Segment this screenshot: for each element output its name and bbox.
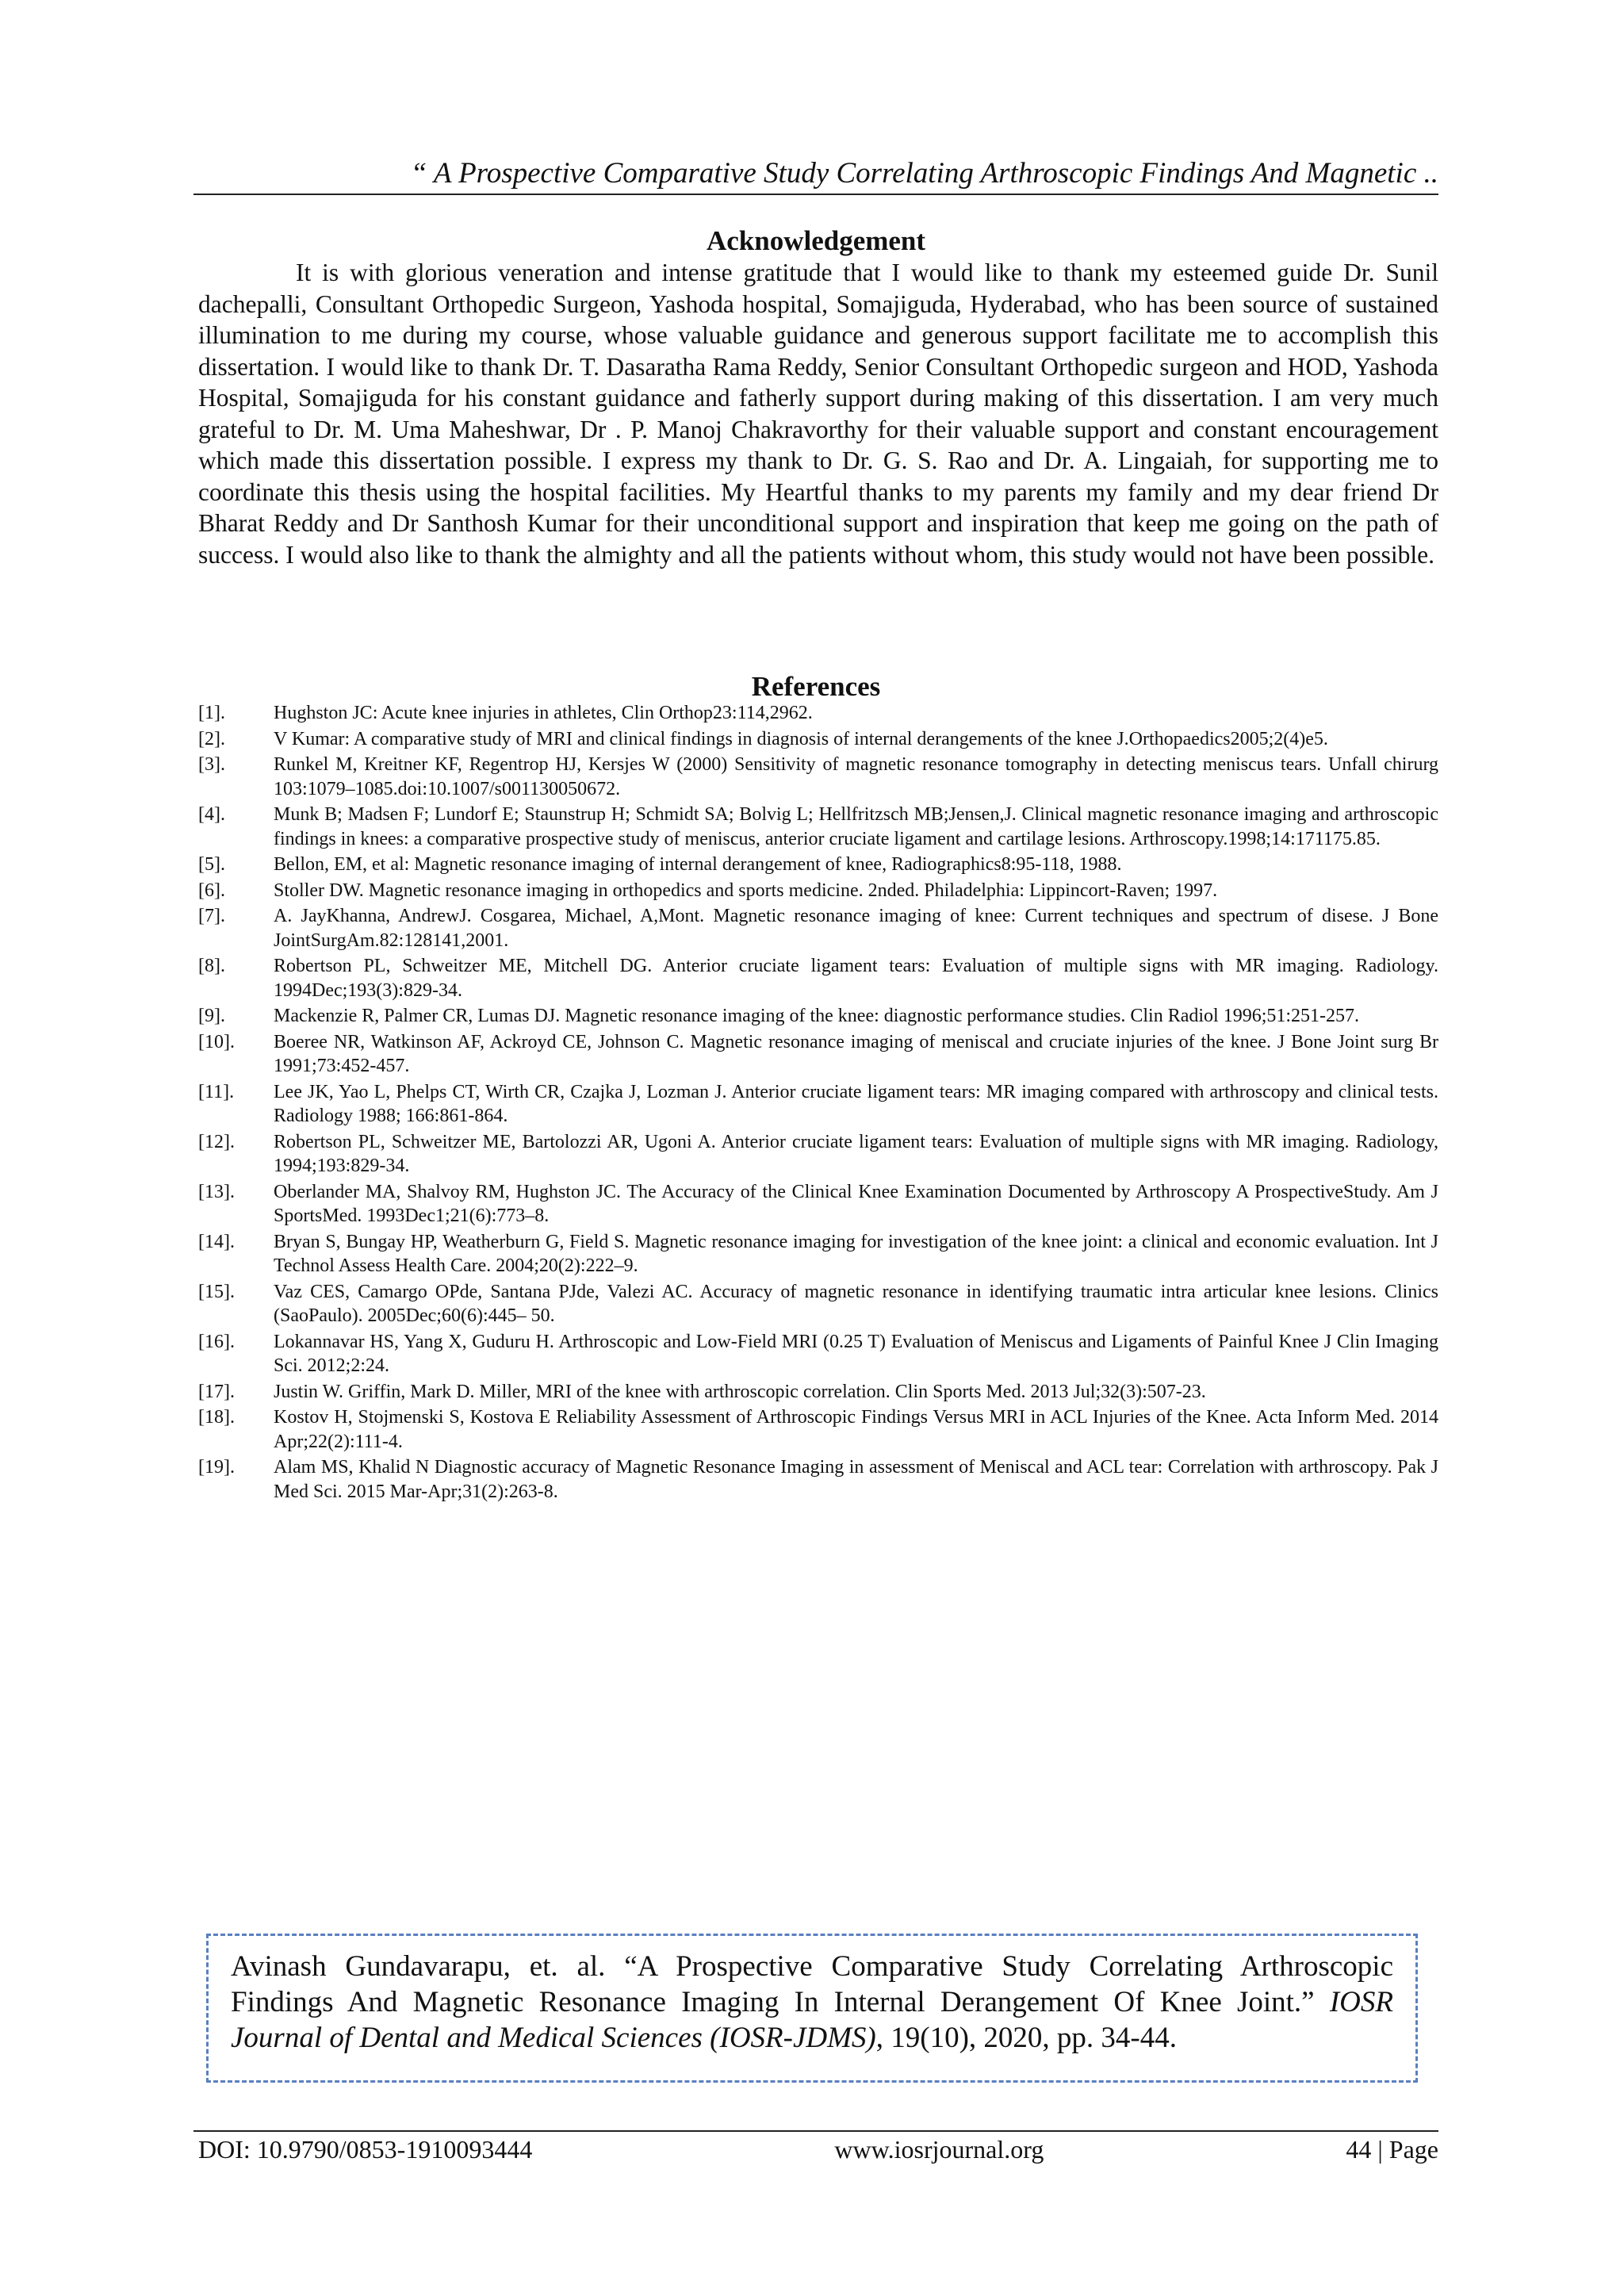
reference-number: [1]. (198, 703, 225, 723)
reference-text: Bellon, EM, et al: Magnetic resonance imaging of internal derangement of knee, Radiographics8:95-118, 1988. (274, 854, 1122, 875)
reference-item (198, 1380, 1438, 1405)
reference-text: Robertson PL, Schweitzer ME, Bartolozzi AR, Ugoni A. Anterior cruciate ligament tears: Evaluation of multiple signs with MR imaging. Radiology, 1994;193:829-34. (274, 1131, 1438, 1176)
reference-number: [4]. (198, 804, 225, 825)
reference-item (198, 1455, 1438, 1504)
reference-text: Robertson PL, Schweitzer ME, Mitchell DG. Anterior cruciate ligament tears: Evaluation of multiple signs with MR imaging. Radiology. 1994Dec;193(3):829-34. (274, 956, 1438, 1001)
reference-item (198, 1405, 1438, 1454)
reference-item (198, 1330, 1438, 1378)
reference-text: Vaz CES, Camargo OPde, Santana PJde, Valezi AC. Accuracy of magnetic resonance in identifying traumatic intra articular knee lesions. Clinics (SaoPaulo). 2005Dec;60(6):445– 50. (274, 1281, 1438, 1326)
reference-item (198, 1180, 1438, 1228)
reference-text: A. JayKhanna, AndrewJ. Cosgarea, Michael, A,Mont. Magnetic resonance imaging of knee: Current techniques and spectrum of disese. J Bone JointSurgAm.82:128141,2001. (274, 906, 1438, 951)
reference-item (198, 701, 1438, 726)
reference-item (198, 753, 1438, 801)
citation-tail: , 19(10), 2020, pp. 34-44. (875, 2022, 1177, 2054)
reference-item (198, 1130, 1438, 1179)
reference-item (198, 1030, 1438, 1079)
reference-number: [18]. (198, 1407, 235, 1428)
reference-text: Munk B; Madsen F; Lundorf E; Staunstrup H; Schmidt SA; Bolvig L; Hellfritzsch MB;Jensen,J. Clinical magnetic resonance imaging and arthroscopic findings in knees: a comparative prospective study of meniscus, anterior cruciate ligament and cartilage lesions. Arthroscopy.1998;14:171175.85. (274, 804, 1438, 849)
running-head: “ A Prospective Comparative Study Correlating Arthroscopic Findings And Magnetic .. (410, 157, 1438, 190)
reference-text: Oberlander MA, Shalvoy RM, Hughston JC. The Accuracy of the Clinical Knee Examination Documented by Arthroscopy A ProspectiveStudy. Am J SportsMed. 1993Dec1;21(6):773–8. (274, 1181, 1438, 1226)
reference-item (198, 1004, 1438, 1029)
reference-list (198, 701, 1438, 1505)
reference-number: [17]. (198, 1381, 235, 1402)
references-title: References (751, 671, 881, 702)
reference-item (198, 879, 1438, 903)
reference-number: [5]. (198, 854, 225, 875)
citation-lead: Avinash Gundavarapu, et. al. “A Prospective Comparative Study Correlating Arthroscopic Findings And Magnetic Resonance Imaging In Internal Derangement Of Knee Joint.” (231, 1950, 1393, 2018)
reference-text: Stoller DW. Magnetic resonance imaging in orthopedics and sports medicine. 2nded. Philadelphia: Lippincort-Raven; 1997. (274, 880, 1218, 901)
reference-text: Kostov H, Stojmenski S, Kostova E Reliability Assessment of Arthroscopic Findings Versus MRI in ACL Injuries of the Knee. Acta Inform Med. 2014 Apr;22(2):111-4. (274, 1407, 1438, 1452)
acknowledgement-body: It is with glorious veneration and intense gratitude that I would like to thank my esteemed guide Dr. Sunil dachepalli, Consultant Orthopedic Surgeon, Yashoda hospital, Somajiguda, Hyderabad, who has been source of sustained illumination to me during my course, whose valuable guidance and generous support facilitate me to accomplish this dissertation. I would like to thank Dr. T. Dasaratha Rama Reddy, Senior Consultant Orthopedic surgeon and HOD, Yashoda Hospital, Somajiguda for his constant guidance and fatherly support during making of this dissertation. I am very much grateful to Dr. M. Uma Maheshwar, Dr . P. Manoj Chakravorthy for their valuable support and constant encouragement which made this dissertation possible. I express my thank to Dr. G. S. Rao and Dr. A. Lingaiah, for supporting me to coordinate this thesis using the hospital facilities. My Heartful thanks to my parents my family and my dear friend Dr Bharat Reddy and Dr Santhosh Kumar for their unconditional support and inspiration that keep me going on the path of success. I would also like to thank the almighty and all the patients without whom, this study would not have been possible. (198, 259, 1438, 569)
reference-number: [7]. (198, 906, 225, 926)
reference-number: [2]. (198, 728, 225, 749)
citation-box (206, 1934, 1418, 2083)
header-rule (193, 194, 1438, 195)
reference-item (198, 954, 1438, 1002)
reference-number: [9]. (198, 1006, 225, 1026)
footer-rule (193, 2130, 1438, 2132)
footer-website: www.iosrjournal.org (834, 2135, 1044, 2164)
footer-page-number: 44 | Page (1346, 2135, 1438, 2164)
reference-number: [15]. (198, 1281, 235, 1302)
reference-item (198, 1080, 1438, 1129)
reference-number: [8]. (198, 956, 225, 976)
reference-text: Lee JK, Yao L, Phelps CT, Wirth CR, Czajka J, Lozman J. Anterior cruciate ligament tears: MR imaging compared with arthroscopy and clinical tests. Radiology 1988; 166:861-864. (274, 1081, 1438, 1126)
citation-journal: IOSR Journal of Dental and Medical Sciences (IOSR-JDMS) (231, 1986, 1393, 2054)
reference-text: V Kumar: A comparative study of MRI and clinical findings in diagnosis of internal derangements of the knee J.Orthopaedics2005;2(4)e5. (274, 728, 1328, 749)
reference-text: Justin W. Griffin, Mark D. Miller, MRI of the knee with arthroscopic correlation. Clin Sports Med. 2013 Jul;32(3):507-23. (274, 1381, 1206, 1402)
reference-text: Mackenzie R, Palmer CR, Lumas DJ. Magnetic resonance imaging of the knee: diagnostic performance studies. Clin Radiol 1996;51:251-257. (274, 1006, 1360, 1026)
reference-number: [16]. (198, 1331, 235, 1352)
reference-text: Bryan S, Bungay HP, Weatherburn G, Field S. Magnetic resonance imaging for investigation of the knee joint: a clinical and economic evaluation. Int J Technol Assess Health Care. 2004;20(2):222–9. (274, 1231, 1438, 1276)
reference-number: [11]. (198, 1081, 235, 1102)
reference-item (198, 803, 1438, 851)
reference-item (198, 853, 1438, 877)
reference-item (198, 727, 1438, 752)
reference-text: Hughston JC: Acute knee injuries in athletes, Clin Orthop23:114,2962. (274, 703, 813, 723)
acknowledgement-title: Acknowledgement (706, 225, 926, 256)
reference-text: Runkel M, Kreitner KF, Regentrop HJ, Kersjes W (2000) Sensitivity of magnetic resonance tomography in detecting meniscus tears. Unfall chirurg 103:1079–1085.doi:10.1007/s001130050672. (274, 754, 1438, 799)
reference-number: [13]. (198, 1181, 235, 1202)
reference-text: Alam MS, Khalid N Diagnostic accuracy of Magnetic Resonance Imaging in assessment of Meniscal and ACL tear: Correlation with arthroscopy. Pak J Med Sci. 2015 Mar-Apr;31(2):263-8. (274, 1457, 1438, 1502)
reference-text: Lokannavar HS, Yang X, Guduru H. Arthroscopic and Low-Field MRI (0.25 T) Evaluation of Meniscus and Ligaments of Painful Knee J Clin Imaging Sci. 2012;2:24. (274, 1331, 1438, 1376)
reference-number: [3]. (198, 754, 225, 775)
reference-item (198, 904, 1438, 953)
reference-item (198, 1230, 1438, 1278)
reference-number: [14]. (198, 1231, 235, 1252)
reference-number: [6]. (198, 880, 225, 901)
footer-doi: DOI: 10.9790/0853-1910093444 (198, 2135, 533, 2164)
page-footer (198, 2133, 1438, 2165)
reference-number: [12]. (198, 1131, 235, 1152)
reference-item (198, 1280, 1438, 1328)
reference-number: [10]. (198, 1031, 235, 1052)
reference-text: Boeree NR, Watkinson AF, Ackroyd CE, Johnson C. Magnetic resonance imaging of meniscal and cruciate injuries of the knee. J Bone Joint surg Br 1991;73:452-457. (274, 1031, 1438, 1076)
reference-number: [19]. (198, 1457, 235, 1478)
